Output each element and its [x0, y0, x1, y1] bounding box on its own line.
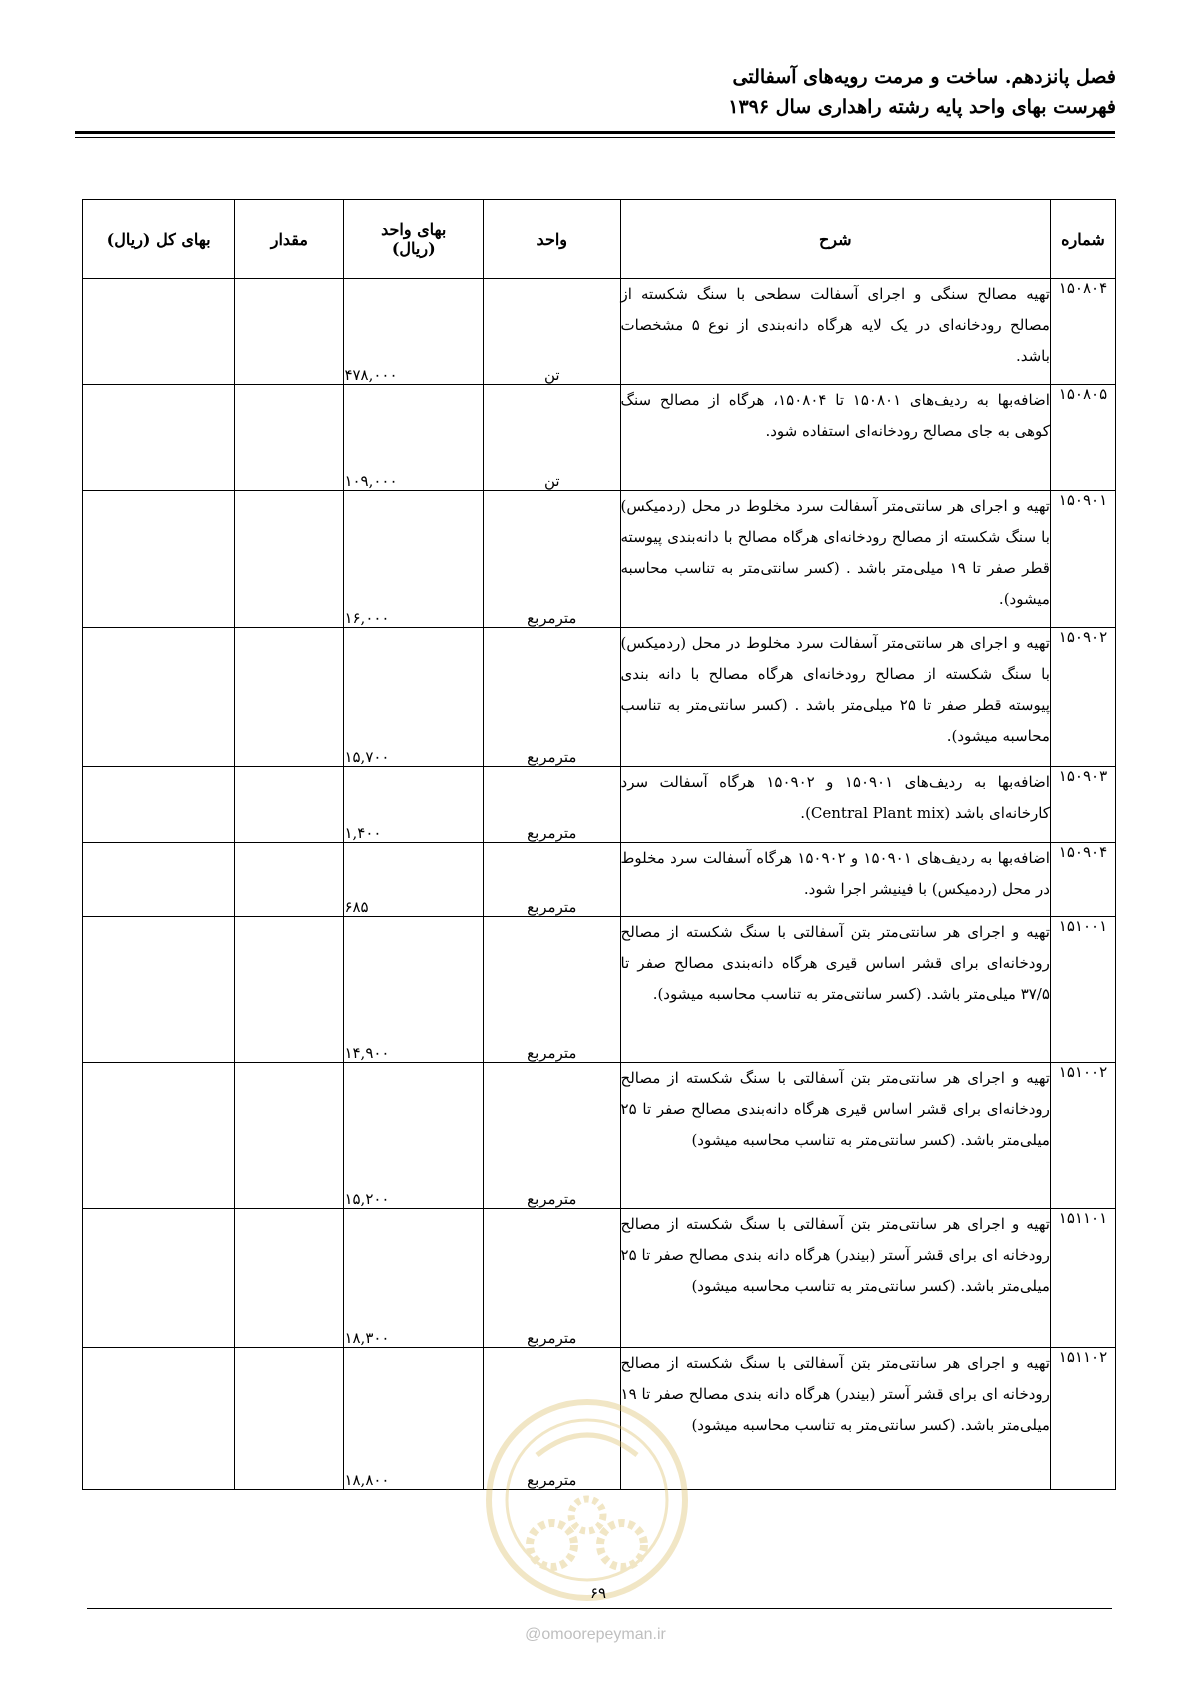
row-unit: مترمربع	[484, 843, 620, 917]
row-number: ۱۵۰۸۰۴	[1050, 279, 1115, 385]
row-quantity	[235, 917, 344, 1063]
table-row	[83, 279, 1116, 385]
row-description: تهیه و اجرای هر سانتی‌متر بتن آسفالتی با سنگ شکسته از مصالح رودخانه‌ای برای قشر اساس قیری هرگاه دانه‌بندی مصالح صفر تا ۳۷/۵ میلی‌متر باشد. (کسر سانتی‌متر به تناسب محاسبه میشود).	[620, 917, 1050, 1063]
table-row	[83, 628, 1116, 767]
page-header	[76, 62, 1116, 122]
row-unit: مترمربع	[484, 917, 620, 1063]
row-number: ۱۵۱۱۰۱	[1050, 1209, 1115, 1348]
row-unit-price: ۱۸,۳۰۰	[344, 1209, 484, 1348]
row-unit-price: ۱۶,۰۰۰	[344, 491, 484, 628]
row-total-price	[83, 843, 235, 917]
header-unit-price-label: بهای واحد	[381, 220, 447, 239]
row-total-price	[83, 917, 235, 1063]
row-unit: تن	[484, 385, 620, 491]
header-unit: واحد	[484, 200, 620, 279]
row-number: ۱۵۰۹۰۳	[1050, 767, 1115, 843]
chapter-title: فصل پانزدهم. ساخت و مرمت رویه‌های آسفالتی	[732, 66, 1116, 88]
price-list-table	[82, 199, 1116, 1490]
table-header-row	[83, 200, 1116, 279]
row-description: اضافه‌بها به ردیف‌های ۱۵۰۸۰۱ تا ۱۵۰۸۰۴، هرگاه از مصالح سنگ کوهی به جای مصالح رودخانه‌ای استفاده شود.	[620, 385, 1050, 491]
row-total-price	[83, 491, 235, 628]
row-number: ۱۵۰۹۰۱	[1050, 491, 1115, 628]
row-unit-price: ۴۷۸,۰۰۰	[344, 279, 484, 385]
header-rule-thick	[75, 131, 1115, 134]
row-unit: مترمربع	[484, 1063, 620, 1209]
row-unit: مترمربع	[484, 491, 620, 628]
row-number: ۱۵۱۱۰۲	[1050, 1348, 1115, 1490]
row-quantity	[235, 1348, 344, 1490]
row-quantity	[235, 628, 344, 767]
table-row	[83, 491, 1116, 628]
table-row	[83, 385, 1116, 491]
row-unit-price: ۱۰۹,۰۰۰	[344, 385, 484, 491]
header-description: شرح	[620, 200, 1050, 279]
row-total-price	[83, 279, 235, 385]
row-unit-price: ۱۵,۲۰۰	[344, 1063, 484, 1209]
row-description: اضافه‌بها به ردیف‌های ۱۵۰۹۰۱ و ۱۵۰۹۰۲ هرگاه آسفالت سرد کارخانه‌ای باشد (Central Plant mix).	[620, 767, 1050, 843]
footer-rule	[87, 1608, 1112, 1609]
row-total-price	[83, 628, 235, 767]
header-rule-thin	[75, 137, 1115, 138]
row-quantity	[235, 491, 344, 628]
table-row	[83, 1348, 1116, 1490]
header-unit-price	[344, 200, 484, 279]
row-quantity	[235, 385, 344, 491]
row-quantity	[235, 767, 344, 843]
page-number: ۶۹	[589, 1584, 607, 1602]
table-row	[83, 917, 1116, 1063]
row-quantity	[235, 1209, 344, 1348]
row-unit: مترمربع	[484, 1209, 620, 1348]
table-row	[83, 767, 1116, 843]
row-unit-price: ۱۵,۷۰۰	[344, 628, 484, 767]
table-row	[83, 1209, 1116, 1348]
document-subtitle: فهرست بهای واحد پایه رشته راهداری سال ۱۳۹۶	[728, 96, 1116, 118]
row-description: تهیه و اجرای هر سانتی‌متر آسفالت سرد مخلوط در محل (ردمیکس) با سنگ شکسته از مصالح رودخانه‌ای هرگاه مصالح با دانه‌بندی پیوسته قطر صفر تا ۱۹ میلی‌متر باشد . (کسر سانتی‌متر به تناسب محاسبه میشود).	[620, 491, 1050, 628]
row-quantity	[235, 843, 344, 917]
table-row	[83, 843, 1116, 917]
row-description: تهیه مصالح سنگی و اجرای آسفالت سطحی با سنگ شکسته از مصالح رودخانه‌ای در یک لایه هرگاه دانه‌بندی از نوع ۵ مشخصات باشد.	[620, 279, 1050, 385]
row-description: تهیه و اجرای هر سانتی‌متر بتن آسفالتی با سنگ شکسته از مصالح رودخانه ای برای قشر آستر (بیندر) هرگاه دانه بندی مصالح صفر تا ۲۵ میلی‌متر باشد. (کسر سانتی‌متر به تناسب محاسبه میشود)	[620, 1209, 1050, 1348]
row-unit: مترمربع	[484, 1348, 620, 1490]
header-unit-price-currency: (ریال)	[391, 239, 436, 258]
row-total-price	[83, 385, 235, 491]
row-total-price	[83, 767, 235, 843]
watermark-text: @omoorepeyman.ir	[525, 1626, 666, 1643]
row-number: ۱۵۱۰۰۲	[1050, 1063, 1115, 1209]
row-unit: مترمربع	[484, 767, 620, 843]
header-quantity: مقدار	[235, 200, 344, 279]
row-unit-price: ۱۸,۸۰۰	[344, 1348, 484, 1490]
row-number: ۱۵۱۰۰۱	[1050, 917, 1115, 1063]
row-description: تهیه و اجرای هر سانتی‌متر آسفالت سرد مخلوط در محل (ردمیکس) با سنگ شکسته از مصالح رودخانه‌ای هرگاه مصالح با دانه بندی پیوسته قطر صفر تا ۲۵ میلی‌متر باشد . (کسر سانتی‌متر به تناسب محاسبه میشود).	[620, 628, 1050, 767]
row-quantity	[235, 1063, 344, 1209]
header-number: شماره	[1050, 200, 1115, 279]
row-description: تهیه و اجرای هر سانتی‌متر بتن آسفالتی با سنگ شکسته از مصالح رودخانه ای برای قشر آستر (بیندر) هرگاه دانه بندی مصالح صفر تا ۱۹ میلی‌متر باشد. (کسر سانتی‌متر به تناسب محاسبه میشود)	[620, 1348, 1050, 1490]
row-total-price	[83, 1348, 235, 1490]
header-total-price: بهای کل (ریال)	[83, 200, 235, 279]
row-unit: مترمربع	[484, 628, 620, 767]
row-number: ۱۵۰۹۰۴	[1050, 843, 1115, 917]
row-unit-price: ۶۸۵	[344, 843, 484, 917]
row-description: اضافه‌بها به ردیف‌های ۱۵۰۹۰۱ و ۱۵۰۹۰۲ هرگاه آسفالت سرد مخلوط در محل (ردمیکس) با فینیشر اجرا شود.	[620, 843, 1050, 917]
row-quantity	[235, 279, 344, 385]
row-number: ۱۵۰۹۰۲	[1050, 628, 1115, 767]
row-total-price	[83, 1209, 235, 1348]
row-number: ۱۵۰۸۰۵	[1050, 385, 1115, 491]
row-description: تهیه و اجرای هر سانتی‌متر بتن آسفالتی با سنگ شکسته از مصالح رودخانه‌ای برای قشر اساس قیری هرگاه دانه‌بندی مصالح صفر تا ۲۵ میلی‌متر باشد. (کسر سانتی‌متر به تناسب محاسبه میشود)	[620, 1063, 1050, 1209]
row-total-price	[83, 1063, 235, 1209]
table-row	[83, 1063, 1116, 1209]
row-unit: تن	[484, 279, 620, 385]
row-unit-price: ۱۴,۹۰۰	[344, 917, 484, 1063]
row-unit-price: ۱,۴۰۰	[344, 767, 484, 843]
